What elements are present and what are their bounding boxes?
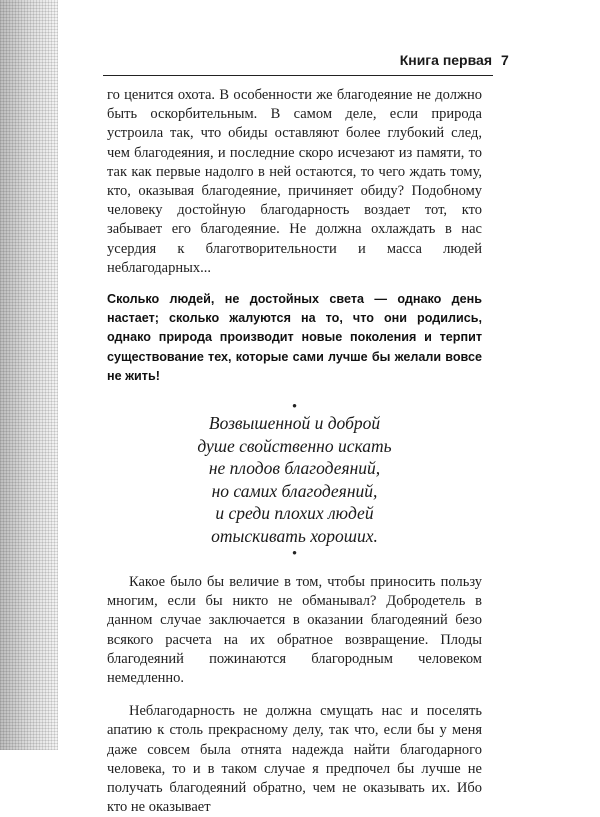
header-rule xyxy=(103,75,493,76)
epigraph-line: но самих благодеяний, xyxy=(211,480,378,501)
epigraph-line: отыскивать хороших. xyxy=(211,525,378,546)
page-body xyxy=(107,86,482,817)
running-head: Книга первая xyxy=(399,52,492,68)
epigraph-line: душе свойственно искать xyxy=(197,435,392,456)
epigraph-line: Возвышенной и доброй xyxy=(208,413,381,434)
epigraph-bottom-bullet: • xyxy=(292,545,297,561)
epigraph xyxy=(107,400,482,559)
paragraph-3: Неблагодарность не должна смущать нас и поселять апатию к столь прекрасному делу, так что, если бы у меня даже совсем была отнята надежда найти благодарного человека, то и в таком случае я предпочел бы лучше не получать благодеяний обратно, чем не оказывать их. Ибо кто не оказывает xyxy=(107,703,482,816)
epigraph-top-bullet: • xyxy=(292,398,297,414)
paragraph-1: го ценится охота. В особенности же благодеяние не должно быть оскорбительным. В самом деле, если природа устроила так, что обиды оставляют более глубокий след, чем благодеяния, и последние скоро исчезают из памяти, то так как первые надолго в ней остаются, то чего ждать тому, кто, оказывая благодеяние, причиняет обиду? Подобному человеку достойную благодарность воздает тот, кто забывает его благодеяние. Не должна охлаждать в нас усердия к благотворительности и масса людей неблагодарных... xyxy=(107,87,482,276)
epigraph-line: не плодов благодеяний, xyxy=(208,458,381,479)
epigraph-line: и среди плохих людей xyxy=(215,503,374,524)
bold-quote: Сколько людей, не достойных света — однако день настает; сколько жалуются на то, что они родились, однако природа производит новые поколения и терпит существование тех, которые сами лучше бы желали вовсе не жить! xyxy=(107,292,482,383)
page-edge-shading xyxy=(0,0,58,750)
paragraph-2: Какое было бы величие в том, чтобы приносить пользу многим, если бы никто не обманывал? Добродетель в данном случае заключается в оказании благодеяний безо всякого расчета на их обратное возвращение. Плоды благодеяний пожинаются благородным человеком немедленно. xyxy=(107,574,482,687)
page-number: 7 xyxy=(501,52,509,68)
